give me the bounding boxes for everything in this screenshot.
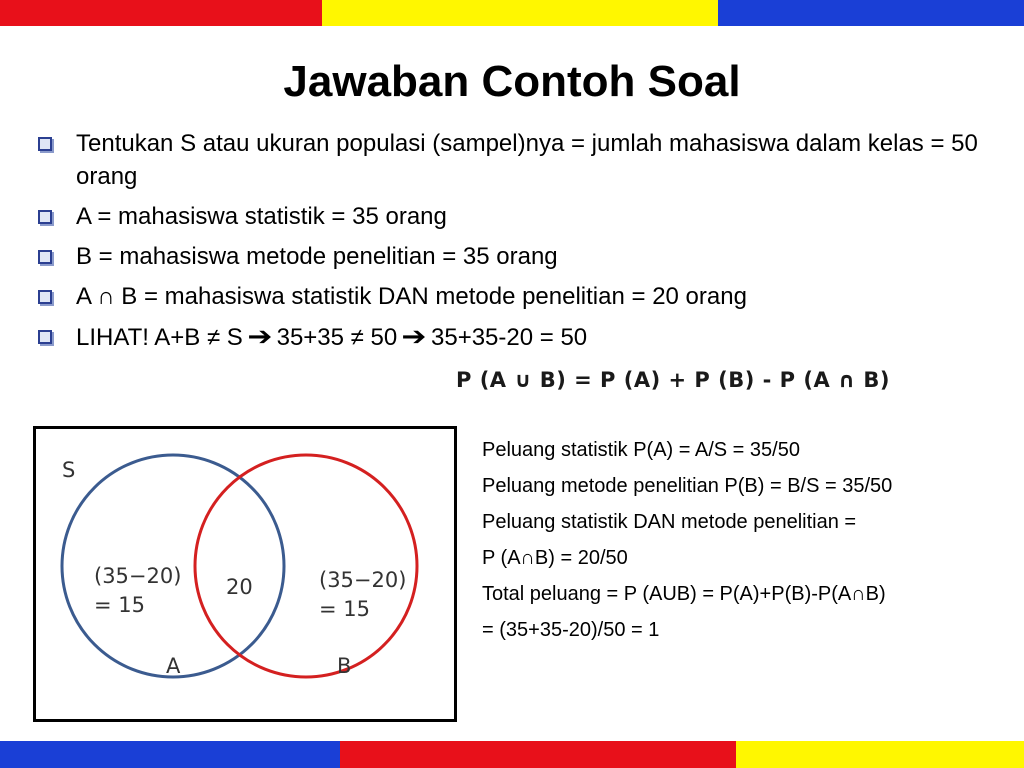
bullet-text-part: LIHAT! A+B ≠ S [76,324,243,351]
bullet-checkbox-icon [38,137,52,151]
circle-label-a: A [166,654,181,678]
bullet-checkbox-icon [38,290,52,304]
info-line: Peluang statistik P(A) = A/S = 35/50 [482,439,800,461]
left-region-line1: (35−20) [94,564,182,588]
circle-b [195,455,417,677]
top-bar-red [0,0,322,26]
venn-diagram [33,426,457,722]
right-region-line1: (35−20) [319,568,407,592]
info-line: = (35+35-20)/50 = 1 [482,619,660,641]
info-line: P (A∩B) = 20/50 [482,547,628,569]
bullet-list [34,127,1019,361]
bullet-checkbox-icon [38,330,52,344]
bullet-text: A = mahasiswa statistik = 35 orang [76,203,447,230]
top-color-bar [0,0,1024,26]
circle-label-b: B [337,654,352,678]
left-region-line2: = 15 [94,593,145,617]
right-region-line2: = 15 [319,597,370,621]
bullet-text-part: 35+35-20 = 50 [431,324,588,351]
top-bar-blue [718,0,1024,26]
bullet-item [34,240,1019,273]
arrow-right-icon: ➔ [247,321,273,351]
bullet-text: Tentukan S atau ukuran populasi (sampel)nya = jumlah mahasiswa dalam kelas = 50 orang [76,130,978,190]
top-bar-yellow [322,0,718,26]
bullet-checkbox-icon [38,250,52,264]
bullet-text: A ∩ B = mahasiswa statistik DAN metode penelitian = 20 orang [76,283,747,310]
probability-formula: P (A ∪ B) = P (A) + P (B) - P (A ∩ B) [456,368,890,392]
info-line: Total peluang = P (AUB) = P(A)+P(B)-P(A∩B) [482,583,886,605]
slide-title: Jawaban Contoh Soal [283,57,741,106]
bullet-item [34,280,1019,313]
bottom-bar-blue [0,741,340,768]
arrow-right-icon: ➔ [401,321,427,351]
bullet-item [34,320,1019,354]
probability-explanation [482,432,1022,648]
set-label-s: S [62,458,76,482]
bottom-color-bar [0,741,1024,768]
intersection-value: 20 [226,575,253,599]
info-line: Peluang statistik DAN metode penelitian = [482,511,857,533]
bullet-item [34,200,1019,233]
bullet-text-part: 35+35 ≠ 50 [276,324,398,351]
bullet-text: B = mahasiswa metode penelitian = 35 orang [76,243,558,270]
bottom-bar-yellow [736,741,1024,768]
bullet-checkbox-icon [38,210,52,224]
info-line: Peluang metode penelitian P(B) = B/S = 35/50 [482,475,893,497]
bottom-bar-red [340,741,736,768]
bullet-item [34,127,1019,193]
